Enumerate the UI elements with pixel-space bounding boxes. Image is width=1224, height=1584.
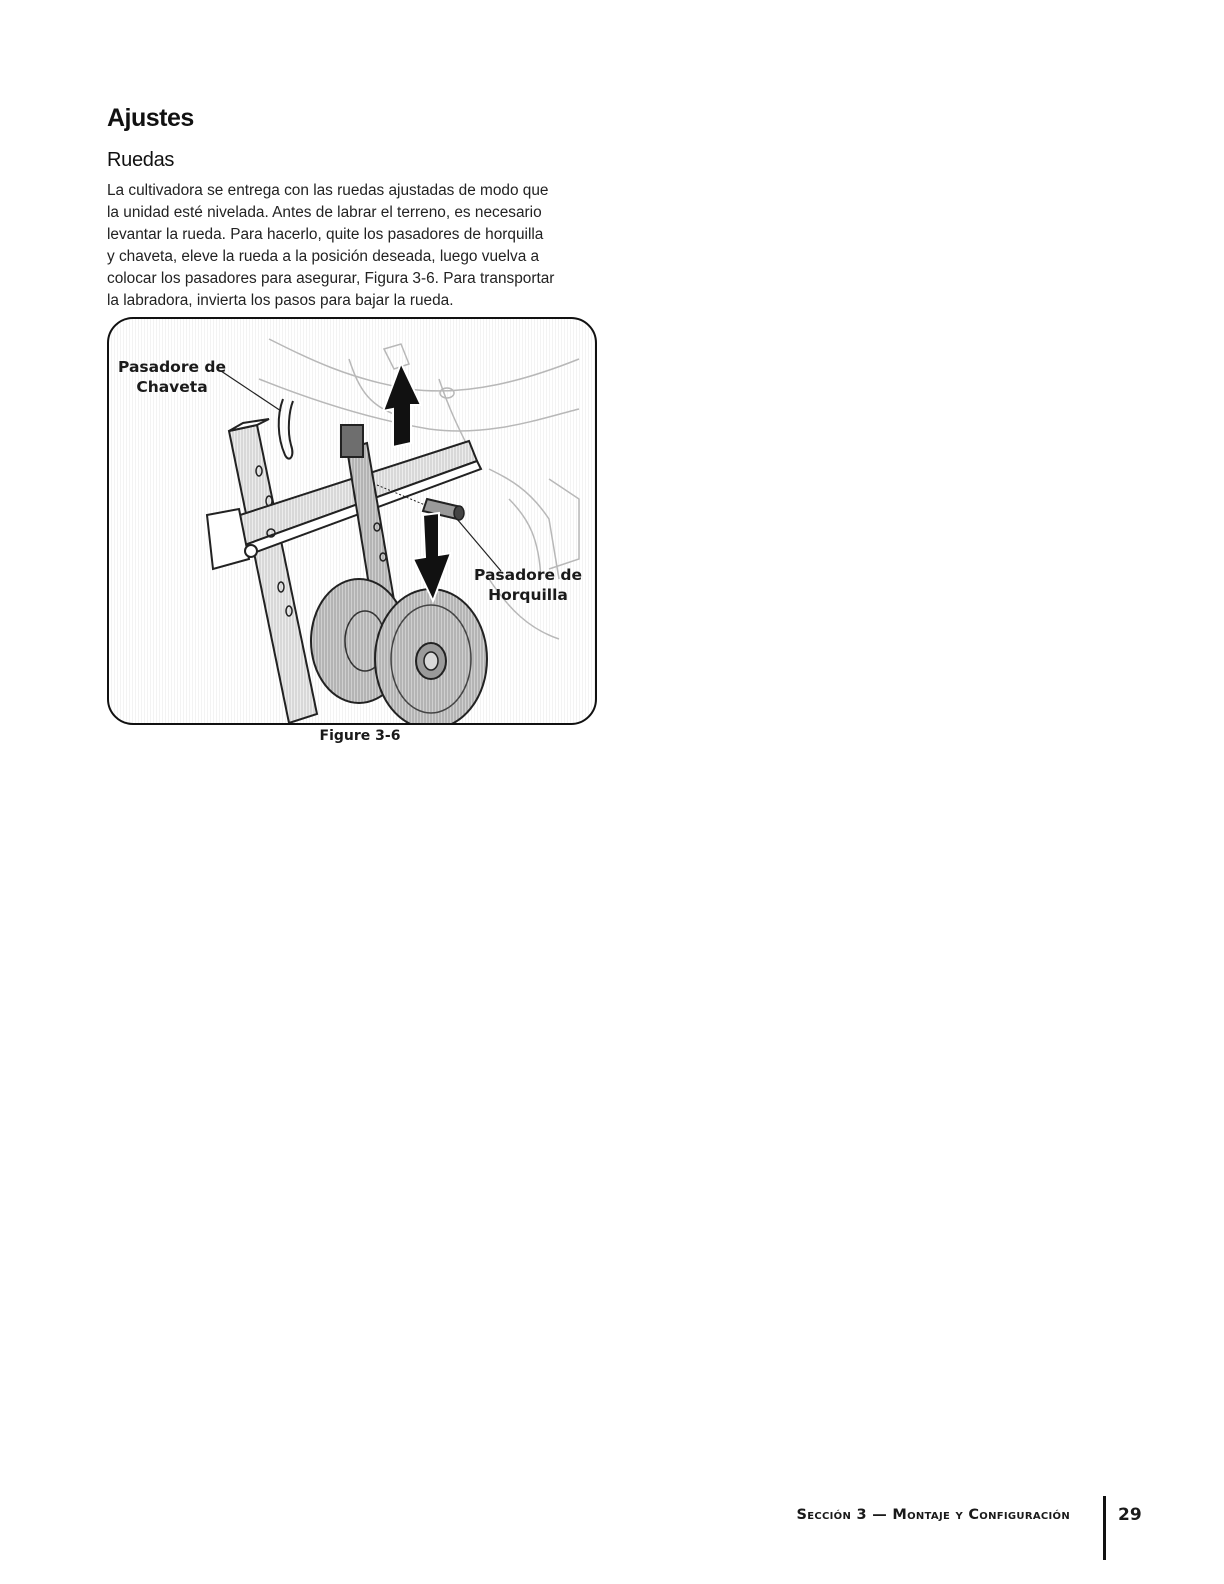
callout-chaveta-line2: Chaveta — [136, 378, 208, 396]
callout-horquilla-line1: Pasadore de — [474, 566, 582, 584]
paragraph-line: y chaveta, eleve la rueda a la posición deseada, luego vuelva a — [107, 248, 540, 265]
section-heading: Ajustes — [107, 104, 194, 132]
paragraph-line: colocar los pasadores para asegurar, Figura 3-6. Para transportar — [107, 270, 555, 287]
subsection-heading: Ruedas — [107, 149, 175, 171]
arrow-down-icon — [413, 513, 451, 601]
callout-horquilla-line2: Horquilla — [488, 586, 568, 604]
page-number: 29 — [1118, 1505, 1142, 1525]
figure-illustration — [107, 317, 597, 725]
paragraph-line: la labradora, invierta los pasos para bajar la rueda. — [107, 292, 454, 309]
arrow-up-icon — [383, 363, 421, 447]
callout-chaveta-line1: Pasadore de — [118, 358, 226, 376]
wheel-bracket-tube — [229, 419, 317, 723]
hairpin-clip — [279, 399, 293, 459]
body-paragraph — [107, 180, 607, 312]
footer-section-title: Sección 3 — Montaje y Configuración — [796, 1507, 1070, 1523]
wheel-right — [375, 589, 487, 723]
leader-line-horquilla — [457, 519, 501, 571]
figure-caption: Figure 3-6 — [319, 728, 401, 744]
paragraph-line: levantar la rueda. Para hacerlo, quite los pasadores de horquilla — [107, 226, 544, 243]
leader-line-chaveta — [221, 371, 281, 411]
paragraph-line: la unidad esté nivelada. Antes de labrar el terreno, es necesario — [107, 204, 542, 221]
footer-divider — [1103, 1496, 1106, 1560]
callout-chaveta — [117, 357, 227, 397]
paragraph-line: La cultivadora se entrega con las ruedas ajustadas de modo que — [107, 182, 549, 199]
callout-horquilla — [473, 565, 583, 605]
